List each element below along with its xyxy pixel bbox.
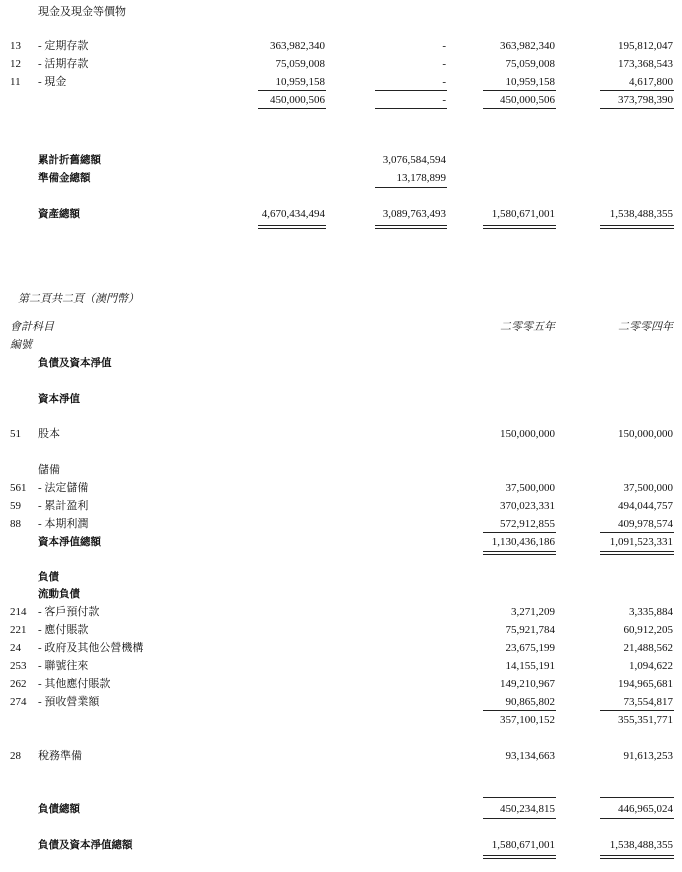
- account-label: - 預收營業額: [38, 696, 100, 708]
- account-code: 561: [10, 482, 27, 494]
- account-code: 262: [10, 678, 27, 690]
- account-label: 股本: [38, 428, 60, 440]
- account-code: 11: [10, 76, 21, 88]
- value-cell: 75,059,008: [275, 58, 325, 70]
- account-label: - 活期存款: [38, 58, 89, 70]
- page-note: 第二頁共二頁（澳門幣）: [18, 293, 139, 305]
- subtotal-rule: [600, 797, 674, 798]
- cash-total-value: 450,000,506: [270, 94, 325, 106]
- double-rule: [483, 855, 556, 856]
- total-assets-value: 1,538,488,355: [609, 208, 673, 220]
- value-cell: -: [442, 76, 446, 88]
- value-cell: 75,059,008: [505, 58, 555, 70]
- value-cell: 363,982,340: [270, 40, 325, 52]
- provisions-total-value: 13,178,899: [396, 172, 446, 184]
- total-liabilities-value: 450,234,815: [500, 803, 555, 815]
- account-label: - 現金: [38, 76, 67, 88]
- subtotal-rule: [483, 818, 556, 819]
- subtotal-rule: [483, 90, 556, 91]
- double-rule: [258, 225, 326, 226]
- value-cell: 60,912,205: [623, 624, 673, 636]
- subtotal-rule: [600, 818, 674, 819]
- value-cell: -: [442, 58, 446, 70]
- value-cell: 370,023,331: [500, 500, 555, 512]
- equity-total-label: 資本淨值總額: [38, 536, 101, 548]
- subtotal-rule: [375, 108, 447, 109]
- reserves-heading: 儲備: [38, 464, 60, 476]
- accumulated-depreciation-value: 3,076,584,594: [382, 154, 446, 166]
- double-rule: [375, 228, 447, 229]
- cash-section-heading: 現金及現金等價物: [38, 6, 126, 18]
- total-liab-equity-value: 1,580,671,001: [491, 839, 555, 851]
- subtotal-rule: [600, 532, 674, 533]
- total-liabilities-label: 負債總額: [38, 803, 80, 815]
- account-label: - 客戶預付款: [38, 606, 100, 618]
- double-rule: [600, 225, 674, 226]
- value-cell: 14,155,191: [505, 660, 555, 672]
- value-cell: 4,617,800: [629, 76, 673, 88]
- account-label: 稅務準備: [38, 750, 82, 762]
- value-cell: 73,554,817: [623, 696, 673, 708]
- current-liabilities-heading: 流動負債: [38, 588, 80, 600]
- subtotal-rule: [375, 90, 447, 91]
- cash-total-value: 450,000,506: [500, 94, 555, 106]
- total-assets-label: 資產總額: [38, 208, 80, 220]
- liabilities-heading: 負債: [38, 571, 59, 583]
- value-cell: 173,368,543: [618, 58, 673, 70]
- header-year-2005: 二零零五年: [500, 321, 555, 333]
- account-code: 24: [10, 642, 21, 654]
- account-label: - 聯號往來: [38, 660, 89, 672]
- value-cell: 3,271,209: [511, 606, 555, 618]
- value-cell: 363,982,340: [500, 40, 555, 52]
- account-code: 274: [10, 696, 27, 708]
- value-cell: 149,210,967: [500, 678, 555, 690]
- double-rule: [600, 554, 674, 555]
- subtotal-rule: [600, 108, 674, 109]
- header-code: 編號: [10, 339, 32, 351]
- subtotal-rule: [375, 187, 447, 188]
- value-cell: 37,500,000: [623, 482, 673, 494]
- account-label: - 應付賬款: [38, 624, 89, 636]
- account-label: - 定期存款: [38, 40, 89, 52]
- current-liabilities-total-value: 355,351,771: [618, 714, 673, 726]
- account-code: 51: [10, 428, 21, 440]
- subtotal-rule: [600, 90, 674, 91]
- account-label: - 其他應付賬款: [38, 678, 111, 690]
- equity-heading: 資本淨值: [38, 393, 80, 405]
- total-assets-value: 4,670,434,494: [261, 208, 325, 220]
- header-account: 會計科目: [10, 321, 54, 333]
- value-cell: 23,675,199: [505, 642, 555, 654]
- account-code: 13: [10, 40, 21, 52]
- value-cell: 494,044,757: [618, 500, 673, 512]
- value-cell: 572,912,855: [500, 518, 555, 530]
- total-liab-equity-value: 1,538,488,355: [609, 839, 673, 851]
- value-cell: 409,978,574: [618, 518, 673, 530]
- value-cell: -: [442, 40, 446, 52]
- subtotal-rule: [483, 797, 556, 798]
- account-code: 214: [10, 606, 27, 618]
- equity-total-value: 1,130,436,186: [491, 536, 555, 548]
- value-cell: 195,812,047: [618, 40, 673, 52]
- total-assets-value: 3,089,763,493: [382, 208, 446, 220]
- account-code: 12: [10, 58, 21, 70]
- subtotal-rule: [258, 108, 326, 109]
- account-label: - 本期利潤: [38, 518, 89, 530]
- provisions-total-label: 準備金總額: [38, 172, 91, 184]
- double-rule: [483, 858, 556, 859]
- subtotal-rule: [258, 90, 326, 91]
- total-liabilities-value: 446,965,024: [618, 803, 673, 815]
- double-rule: [600, 855, 674, 856]
- double-rule: [375, 225, 447, 226]
- value-cell: 91,613,253: [623, 750, 673, 762]
- subtotal-rule: [483, 710, 556, 711]
- value-cell: 93,134,663: [505, 750, 555, 762]
- double-rule: [600, 551, 674, 552]
- account-label: - 政府及其他公營機構: [38, 642, 144, 654]
- subtotal-rule: [483, 108, 556, 109]
- value-cell: 150,000,000: [618, 428, 673, 440]
- header-year-2004: 二零零四年: [618, 321, 673, 333]
- value-cell: 10,959,158: [275, 76, 325, 88]
- account-code: 28: [10, 750, 21, 762]
- value-cell: 150,000,000: [500, 428, 555, 440]
- account-code: 253: [10, 660, 27, 672]
- value-cell: 90,865,802: [505, 696, 555, 708]
- double-rule: [258, 228, 326, 229]
- value-cell: 10,959,158: [505, 76, 555, 88]
- current-liabilities-total-value: 357,100,152: [500, 714, 555, 726]
- total-assets-value: 1,580,671,001: [491, 208, 555, 220]
- account-label: - 法定儲備: [38, 482, 89, 494]
- double-rule: [600, 858, 674, 859]
- account-code: 88: [10, 518, 21, 530]
- subtotal-rule: [600, 710, 674, 711]
- value-cell: 75,921,784: [505, 624, 555, 636]
- value-cell: 21,488,562: [623, 642, 673, 654]
- liab-equity-heading: 負債及資本淨值: [38, 357, 112, 369]
- equity-total-value: 1,091,523,331: [609, 536, 673, 548]
- account-code: 59: [10, 500, 21, 512]
- double-rule: [483, 554, 556, 555]
- account-code: 221: [10, 624, 27, 636]
- value-cell: 3,335,884: [629, 606, 673, 618]
- double-rule: [600, 228, 674, 229]
- double-rule: [483, 551, 556, 552]
- double-rule: [483, 228, 556, 229]
- accumulated-depreciation-label: 累計折舊總額: [38, 154, 101, 166]
- value-cell: 37,500,000: [505, 482, 555, 494]
- value-cell: 194,965,681: [618, 678, 673, 690]
- cash-total-value: 373,798,390: [618, 94, 673, 106]
- account-label: - 累計盈利: [38, 500, 89, 512]
- value-cell: 1,094,622: [629, 660, 673, 672]
- cash-total-value: -: [442, 94, 446, 106]
- total-liab-equity-label: 負債及資本淨值總額: [38, 839, 133, 851]
- double-rule: [483, 225, 556, 226]
- subtotal-rule: [483, 532, 556, 533]
